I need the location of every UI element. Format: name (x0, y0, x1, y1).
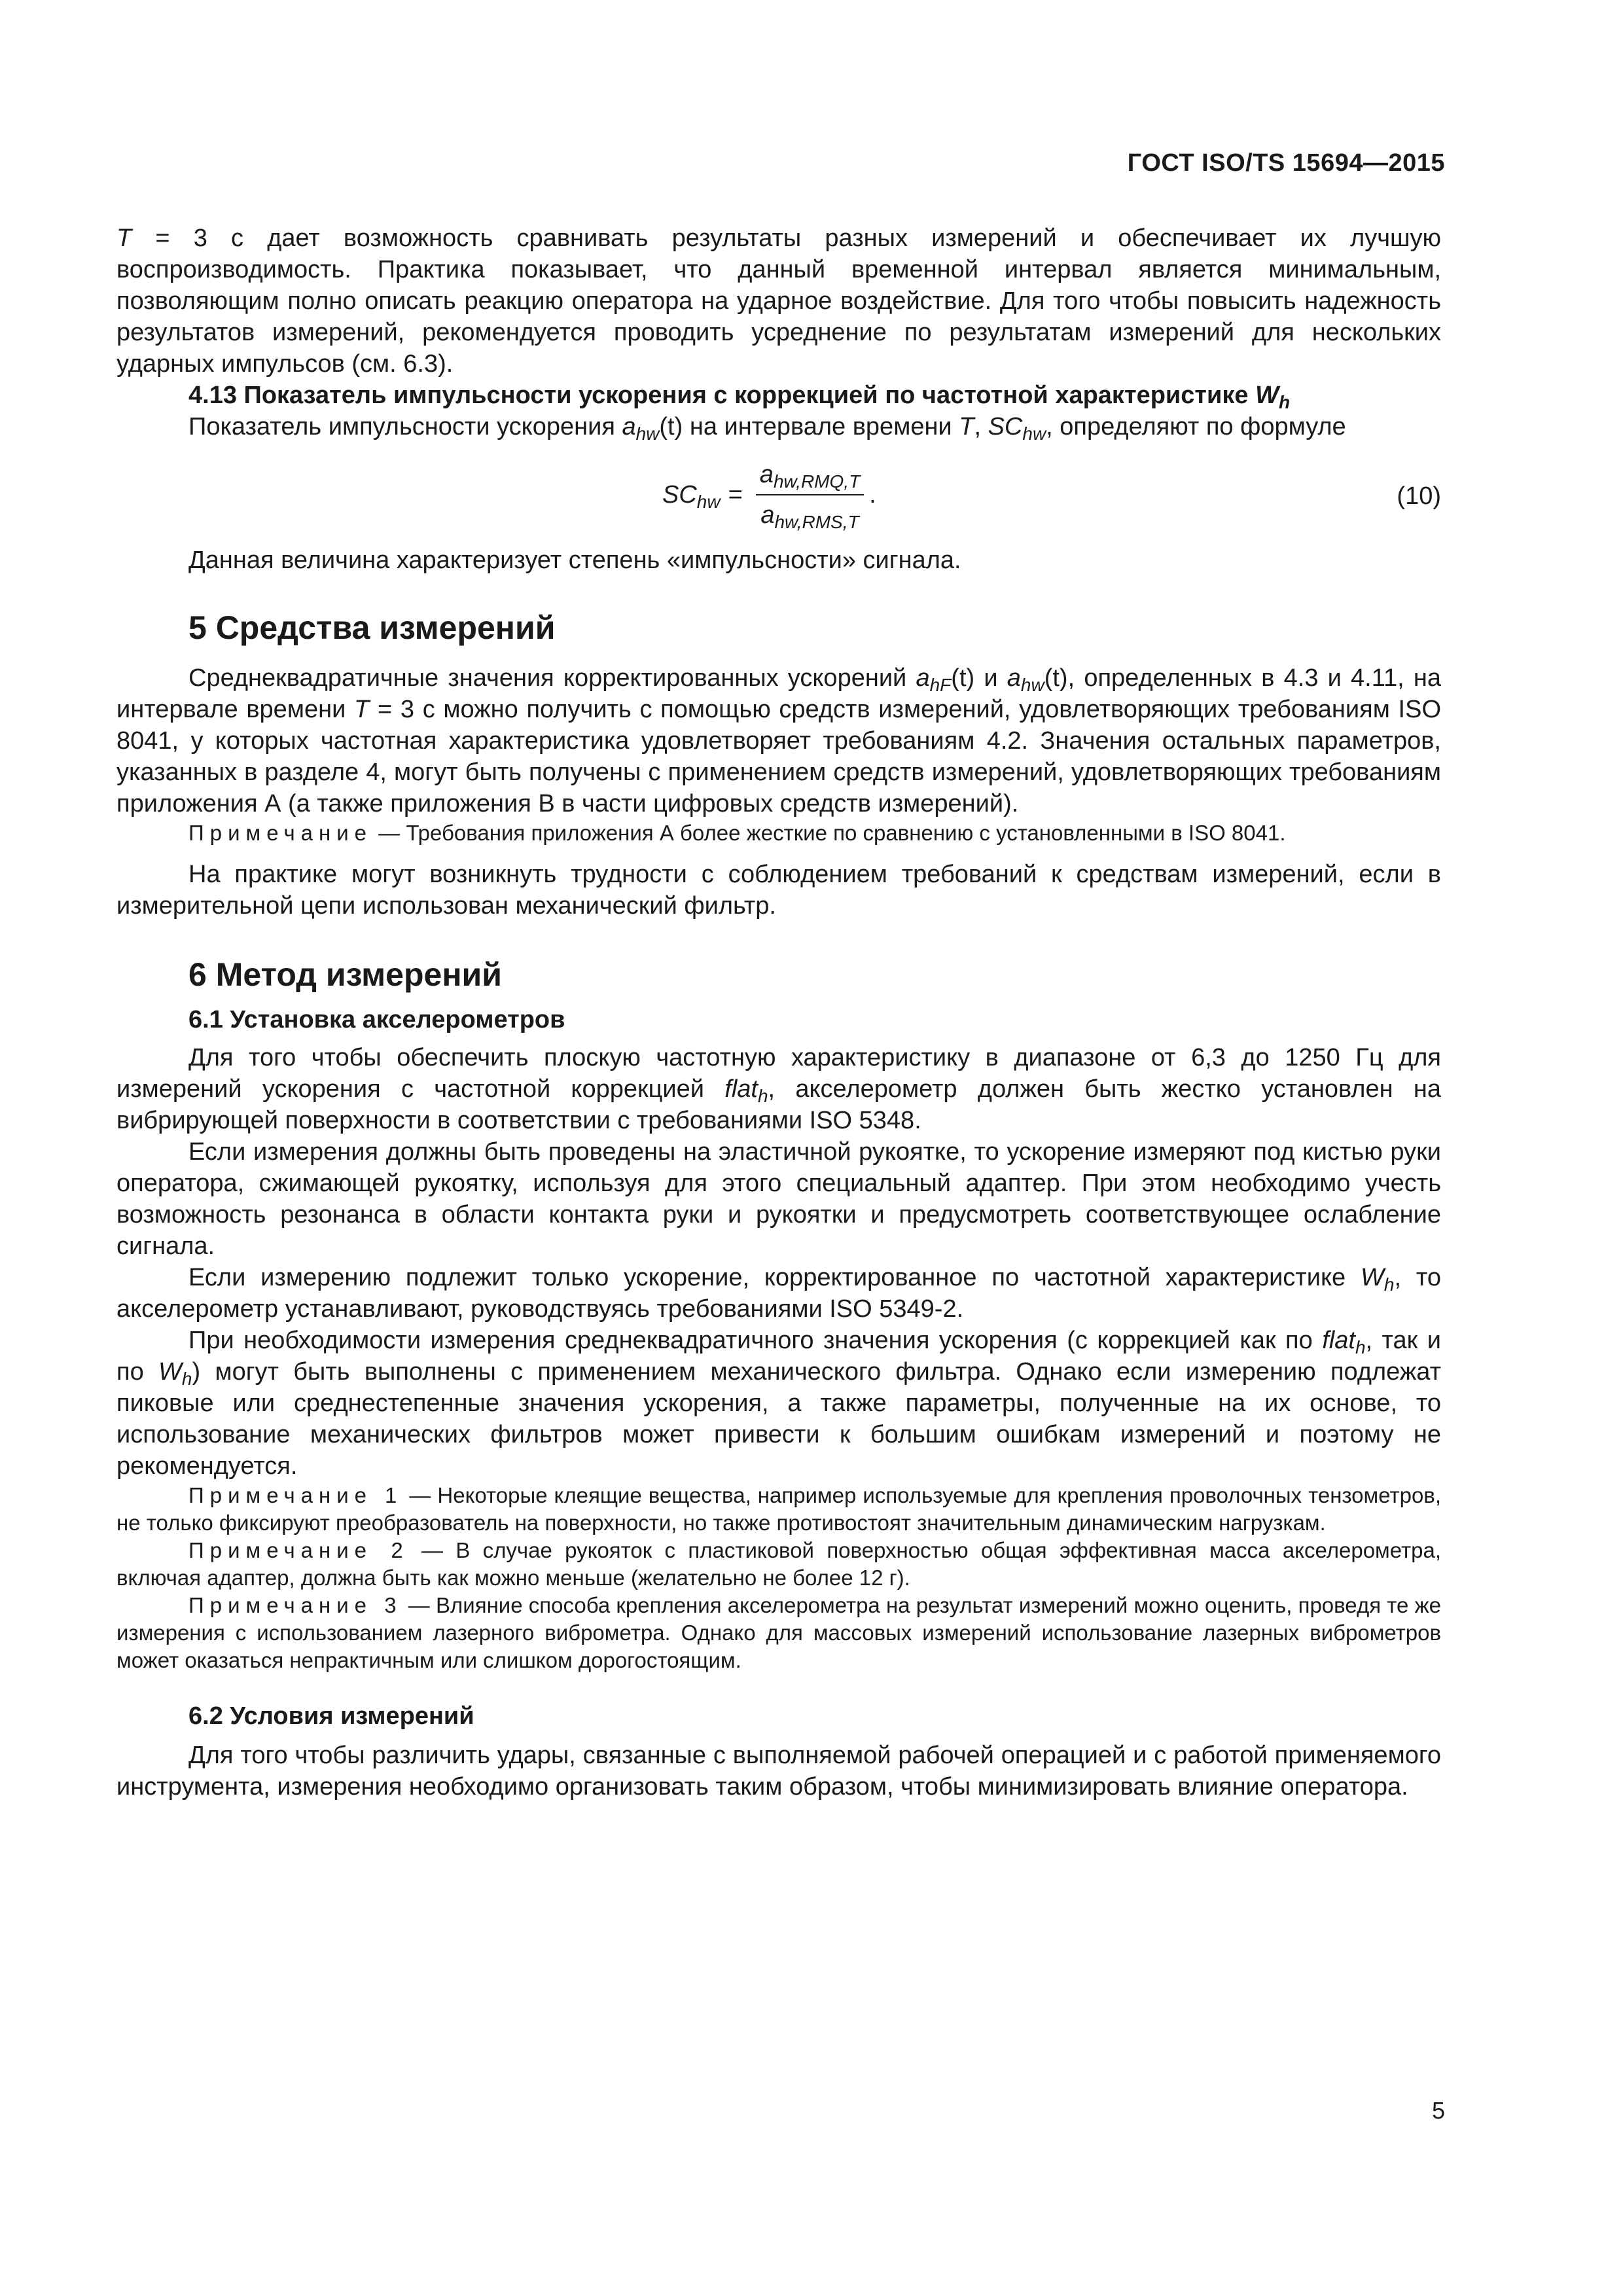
ahf-main: a (916, 664, 930, 692)
s61-paragraph-1 (116, 1042, 1441, 1136)
formula-fraction (756, 459, 864, 531)
section-4-13-heading (116, 380, 1441, 411)
page-content (116, 223, 1441, 1803)
wh3-symbol (158, 1358, 192, 1389)
s5-and: и (984, 664, 998, 692)
wh2-sub: h (1383, 1274, 1395, 1295)
formula-lhs (662, 479, 721, 511)
s61-note3-text: — Влияние способа крепления акселерометра на результат измерений можно оценить, проведя те же измерения с использованием лазерного виброметра. Однако для массовых измерений использование лазерных виброметров может оказаться непрактичным или слишком дорогостоящим. (116, 1593, 1442, 1672)
wh-symbol-sub: h (1278, 392, 1291, 412)
sc-main: SC (988, 413, 1023, 440)
ahf-sub: hF (929, 675, 952, 695)
intro-text: = 3 с дает возможность сравнивать результаты разных измерений и обеспечивает их лучшую воспроизводимость. Практика показывает, что данный временной интервал является минимальным, позволяющим полно описать реакцию оператора на ударное воздействие. Для того чтобы повысить надежность результатов измерений, рекомендуется проводить усреднение по результатам измерений для нескольких ударных импульсов (см. 6.3). (116, 224, 1442, 378)
sc-sub: hw (1022, 423, 1046, 444)
ahw2-arg: (t) (1044, 664, 1068, 692)
section-5-note (116, 819, 1441, 847)
ahw-symbol (622, 413, 660, 444)
s5-p1-c: = 3 с можно получить с помощью средств измерений, удовлетворяющих требованиям ISO 8041, у которых частотная характеристика удовлетворяет требованиям 4.2. Значения остальных параметров, указанных в разделе 4, могут быть получены с применением средств измерений, удовлетворяющих требованиям приложения А (а также приложения В в части цифровых средств измерений). (116, 696, 1441, 817)
s5-p1-b: , определенных в 4.3 и 4.11, на интервале времени (116, 664, 1442, 723)
s5-note-text: — Требования приложения А более жесткие по сравнению с установленными в ISO 8041. (372, 821, 1286, 845)
formula-period: . (869, 481, 876, 509)
formula-denominator (757, 495, 863, 531)
s61-p4-b: , так и по (116, 1327, 1441, 1386)
wh3-main: W (158, 1358, 182, 1386)
s61-p3-a: Если измерению подлежит только ускорение, корректированное по частотной характеристике (188, 1264, 1346, 1291)
intro-paragraph (116, 223, 1441, 380)
wh3-sub: h (181, 1369, 192, 1389)
formula-lhs-sub: hw (696, 492, 721, 512)
s61-note-2 (116, 1537, 1441, 1592)
formula-equals: = (728, 481, 743, 509)
s61-p1-b: , акселерометр должен быть жестко установлен на вибрирующей поверхности в соответствии с требованиями ISO 5348. (116, 1075, 1441, 1134)
section-4-13-closing: Данная величина характеризует степень «импульсности» сигнала. (188, 547, 961, 574)
section-5-heading: 5 Средства измерений (188, 609, 556, 646)
s413-text-3: , определяют по формуле (1046, 413, 1346, 440)
section-6-2-heading: 6.2 Условия измерений (188, 1702, 474, 1730)
standard-code-header: ГОСТ ISO/TS 15694—2015 (1127, 149, 1445, 177)
formula-den-main: a (760, 501, 775, 529)
ahw2-main: a (1007, 664, 1021, 692)
sc-symbol (988, 413, 1046, 444)
s61-p3-b: , то акселерометр устанавливают, руководствуясь требованиями ISO 5349-2. (116, 1264, 1441, 1323)
s61-paragraph-3 (116, 1262, 1441, 1325)
s61-paragraph-4 (116, 1325, 1441, 1482)
s61-note2-text: — В случае рукояток с пластиковой поверхностью общая эффективная масса акселерометра, включая адаптер, должна быть как можно меньше (желательно не более 12 г). (116, 1538, 1441, 1590)
formula-lhs-main: SC (662, 481, 697, 509)
wh-symbol (1255, 382, 1291, 412)
ahw-sub: hw (635, 423, 660, 444)
s61-note2-label: Примечание 2 (188, 1538, 409, 1562)
ahw-arg: (t) (659, 413, 683, 440)
flat2-sub: h (1355, 1337, 1366, 1357)
s61-note-3 (116, 1592, 1441, 1674)
formula-expression (662, 449, 876, 541)
s61-note1-text: — Некоторые клеящие вещества, например используемые для крепления проволочных тензометров, не только фиксируют преобразователь на поверхности, но также противостоят значительным динамическим нагрузкам. (116, 1483, 1441, 1535)
formula-num-main: a (759, 461, 774, 488)
s61-p1-a: Для того чтобы обеспечить плоскую частотную характеристику в диапазоне от 6,3 до 1250 Гц для измерений ускорения с частотной коррекцией (116, 1044, 1441, 1103)
s413-text-1: Показатель импульсности ускорения (188, 413, 615, 440)
ahw2-sub: hw (1020, 675, 1044, 695)
flat2-main: flat (1322, 1327, 1355, 1354)
page-number: 5 (1431, 2097, 1445, 2124)
s61-note3-label: Примечание 3 (188, 1593, 402, 1617)
wh-symbol-main: W (1255, 382, 1279, 409)
formula-num-sub: hw,RMQ,T (773, 471, 861, 492)
wh2-main: W (1361, 1264, 1384, 1291)
ahw2-symbol (1007, 664, 1044, 695)
formula-number: (10) (1397, 482, 1441, 510)
section-6-1-heading: 6.1 Установка акселерометров (188, 1006, 565, 1033)
flat-sub: h (757, 1086, 768, 1106)
section-5-paragraph-1 (116, 662, 1441, 819)
s5-T-symbol: T (354, 696, 370, 723)
intro-T-symbol: T (116, 224, 132, 252)
ahf-arg: (t) (951, 664, 975, 692)
formula-numerator (756, 459, 864, 495)
s61-note-1 (116, 1482, 1441, 1537)
flat-main: flat (724, 1075, 758, 1103)
s5-p1-a: Среднеквадратичные значения корректированных ускорений (188, 664, 907, 692)
formula-10 (116, 446, 1441, 545)
s61-p4-c: ) могут быть выполнены с применением механического фильтра. Однако если измерению подлежат пиковые или среднестепенные значения ускорения, а также параметры, полученные на их основе, то использование механических фильтров может привести к большим ошибкам измерений и поэтому не рекомендуется. (116, 1358, 1442, 1480)
s62-paragraph-1: Для того чтобы различить удары, связанные с выполняемой рабочей операцией и с работой применяемого инструмента, измерения необходимо организовать таким образом, чтобы минимизировать влияние оператора. (116, 1742, 1441, 1801)
s5-note-label: Примечание (188, 821, 373, 845)
section-4-13-heading-text: 4.13 Показатель импульсности ускорения с коррекцией по частотной характеристике (188, 382, 1249, 409)
ahw-main: a (622, 413, 636, 440)
section-6-heading: 6 Метод измерений (188, 956, 503, 993)
ahf-symbol (916, 664, 952, 695)
formula-den-sub: hw,RMS,T (774, 512, 859, 532)
s61-paragraph-2: Если измерения должны быть проведены на эластичной рукоятке, то ускорение измеряют под кистью руки оператора, сжимающей рукоятку, используя для этого специальный адаптер. При этом необходимо учесть возможность резонанса в области контакта руки и рукоятки и предусмотреть соответствующее ослабление сигнала. (116, 1138, 1441, 1260)
flat2-symbol (1322, 1327, 1366, 1357)
s413-text-2: на интервале времени (689, 413, 952, 440)
wh2-symbol (1361, 1264, 1395, 1295)
s61-note1-label: Примечание 1 (188, 1483, 403, 1507)
flat-symbol (724, 1075, 768, 1106)
section-4-13-paragraph: Показатель импульсности ускорения $a_{hw}(t)$ на интервале времени T, $SC_{hw}$, определяют по формуле (188, 413, 1346, 444)
s61-p4-a: При необходимости измерения среднеквадратичного значения ускорения (с коррекцией как по (188, 1327, 1313, 1354)
section-5-paragraph-2: На практике могут возникнуть трудности с соблюдением требований к средствам измерений, если в измерительной цепи использован механический фильтр. (116, 861, 1441, 920)
T-symbol: T (959, 413, 974, 440)
